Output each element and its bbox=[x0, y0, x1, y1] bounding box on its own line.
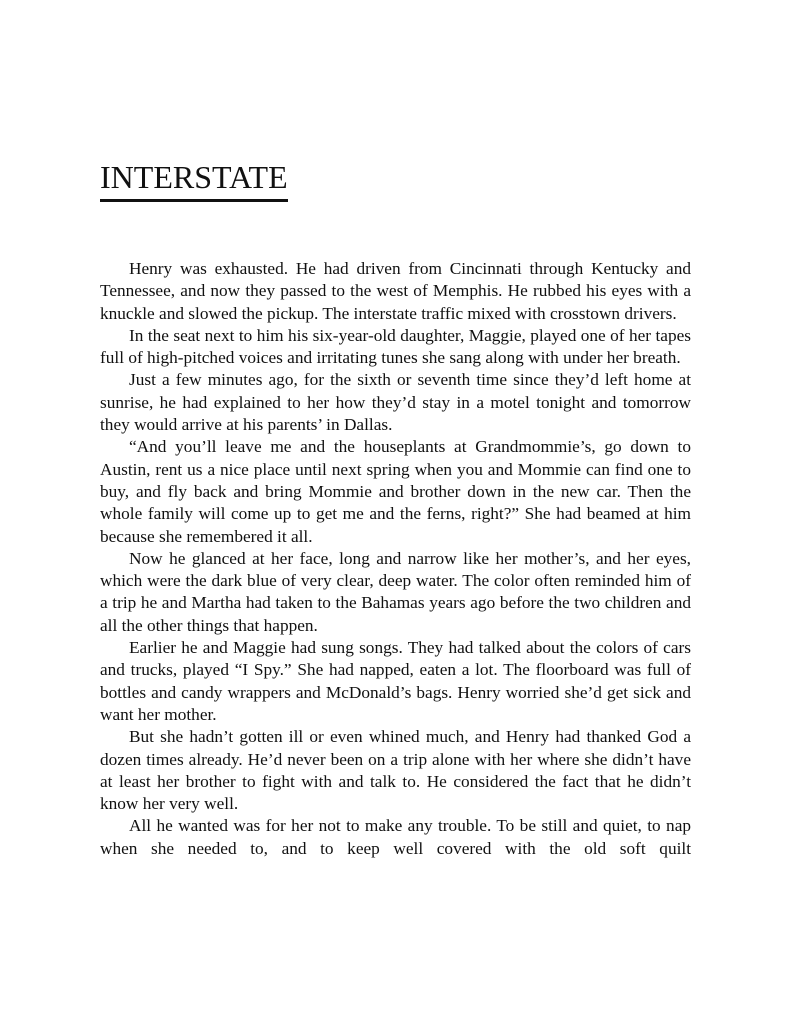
chapter-title: INTERSTATE bbox=[100, 159, 288, 195]
paragraph: Earlier he and Maggie had sung songs. They had talked about the colors of cars and trucks, played “I Spy.” She had napped, eaten a lot. The floorboard was full of bottles and candy wrappers and McDonald’s bags. Henry worried she’d get sick and want her mother. bbox=[100, 638, 691, 724]
body-text bbox=[100, 258, 691, 860]
paragraph: “And you’ll leave me and the houseplants at Grandmommie’s, go down to Austin, rent us a nice place until next spring when you and Mommie can find one to buy, and fly back and bring Mommie and brother down in the new car. Then the whole family will come up to get me and the ferns, right?” She had beamed at him because she remembered it all. bbox=[100, 437, 691, 546]
paragraph: Just a few minutes ago, for the sixth or seventh time since they’d left home at sunrise, he had explained to her how they’d stay in a motel tonight and tomorrow they would arrive at his parents’ in Dallas. bbox=[100, 370, 691, 435]
paragraph: But she hadn’t gotten ill or even whined much, and Henry had thanked God a dozen times already. He’d never been on a trip alone with her where she didn’t have at least her brother to fight with and talk to. He considered the fact that he didn’t know her very well. bbox=[100, 727, 691, 814]
paragraph: Henry was exhausted. He had driven from Cincinnati through Kentucky and Tennessee, and now they passed to the west of Memphis. He rubbed his eyes with a knuckle and slowed the pickup. The interstate traffic mixed with crosstown drivers. bbox=[100, 259, 691, 323]
paragraph: In the seat next to him his six-year-old daughter, Maggie, played one of her tapes full of high-pitched voices and irritating tunes she sang along with under her breath. bbox=[100, 325, 691, 368]
paragraph-continued: All he wanted was for her not to make any trouble. To be still and quiet, to nap when she needed to, and to keep well covered with the old soft quilt bbox=[100, 816, 691, 858]
title-underline bbox=[100, 199, 288, 202]
paragraph: Now he glanced at her face, long and narrow like her mother’s, and her eyes, which were the dark blue of very clear, deep water. The color often reminded him of a trip he and Martha had taken to the Bahamas years ago before the two children and all the other things that happen. bbox=[100, 548, 691, 635]
